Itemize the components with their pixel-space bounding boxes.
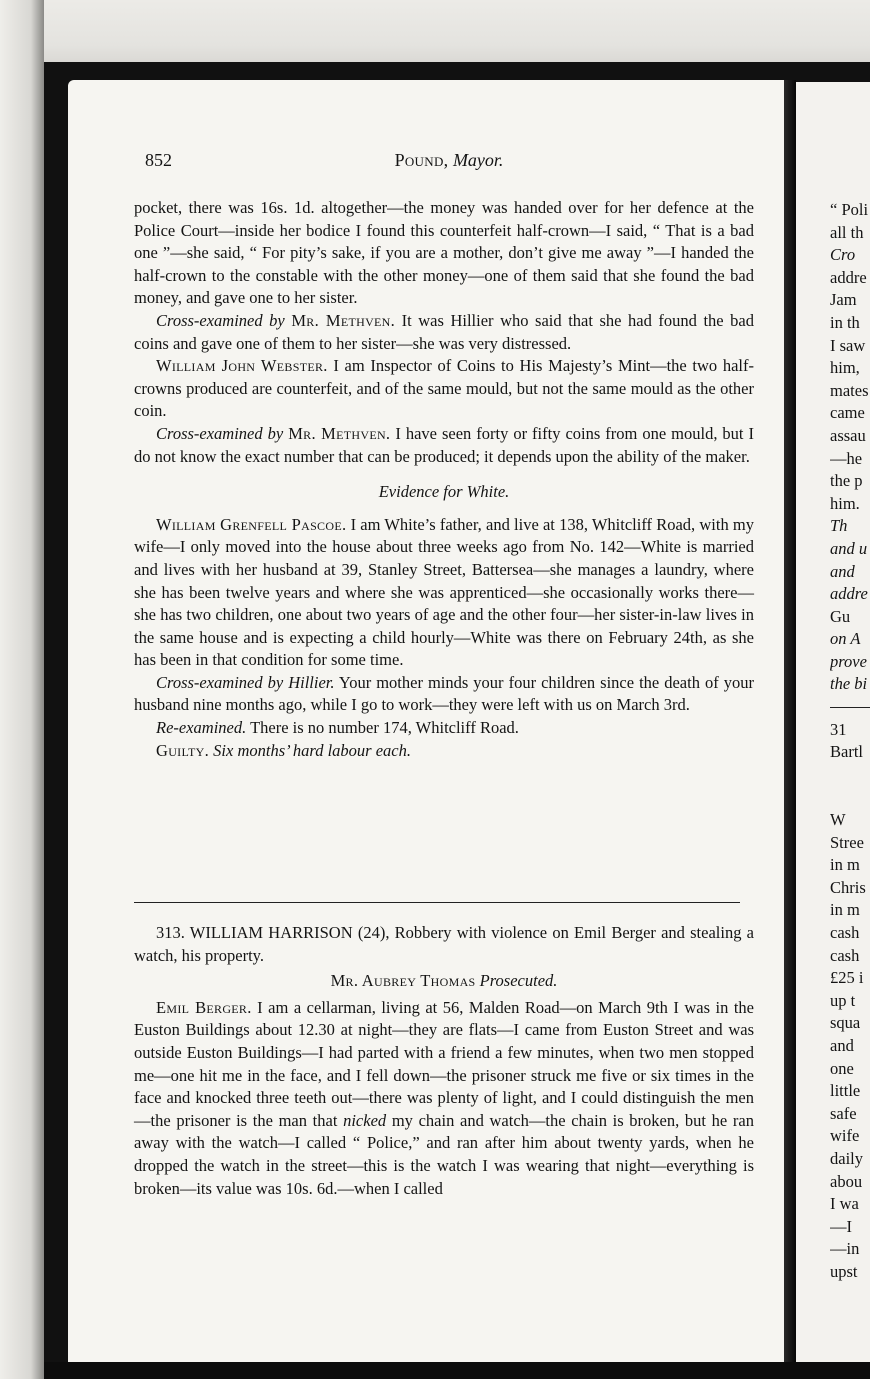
paragraph-cross-exam-2 (134, 423, 754, 468)
cross-exam-label: Cross-examined by (156, 310, 285, 330)
re-exam-label: Re-examined. (156, 718, 247, 738)
facing-page-line: came (830, 403, 865, 423)
case-heading (134, 922, 754, 967)
verdict: Guilty. (156, 740, 210, 760)
facing-page-line: —I (830, 1216, 852, 1236)
facing-page-line (830, 764, 870, 787)
facing-page-line: assau (830, 425, 866, 445)
facing-page-line: mates (830, 380, 869, 400)
defendant-name: WILLIAM HARRISON (189, 923, 353, 942)
facing-page-line (830, 786, 870, 809)
running-title-role: Mayor. (452, 150, 504, 170)
facing-page-line: up t (830, 990, 856, 1010)
paragraph-pascoe (134, 514, 754, 672)
facing-page-line: I saw (830, 335, 866, 355)
paragraph-text: I am a cellarman, living at 56, Malden Road—on March 9th I was in the Euston Buildings about 12.30 at night—they are flats—I came from Euston Street and was outside Euston Buildings—I had parted with a friend a few minutes, when two men stopped me—one hit me in the face, and I fell down—the prisoner struck me five or six times in the face and knocked three teeth out—there was plenty of light, and I could distinguish the men—the prisoner is the man that (134, 997, 755, 1130)
witness-name: William Grenfell Pascoe. (156, 514, 347, 534)
paragraph-pocket: pocket, there was 16s. 1d. altogether—the money was handed over for her defence at the Police Court—inside her bodice I found this counterfeit half-crown—I said, “ That is a bad one ”—she said, “ For pity’s sake, if you are a mother, don’t give me away ”—I handed the half-crown to the constable with the other money—one of them said that she found the bad money, and gave one to her sister. (134, 198, 754, 308)
paragraph-berger (134, 997, 754, 1200)
facing-page-line: in th (830, 312, 860, 332)
facing-page-line: in m (830, 855, 860, 875)
main-text-column (134, 197, 754, 762)
facing-page-line: upst (830, 1261, 858, 1281)
paragraph-text: my chain and watch—the chain is broken, but he ran away with the watch—I called “ Police,” and ran after him about twenty yards, when he dropped the watch in the street—this is the watch I was wearing that night—everything is broken—its value was 10s. 6d.—when I called (134, 1110, 754, 1198)
facing-page-line: —he (830, 448, 863, 468)
facing-page-line: and (830, 561, 855, 581)
scan-bottom-edge (44, 1362, 870, 1379)
facing-page-line: prove (830, 651, 867, 671)
paragraph-cross-exam-3 (134, 672, 754, 717)
cross-exam-label: Cross-examined by (156, 423, 284, 443)
facing-page-line: wife (830, 1126, 860, 1146)
facing-page-line (830, 696, 870, 719)
facing-page-line: squa (830, 1013, 861, 1033)
running-head (145, 150, 753, 174)
paragraph-text: Your mother minds your four children since the death of your husband nine months ago, while I go to work—they were left with us on March 3rd. (134, 672, 754, 715)
paragraph-cross-exam-1 (134, 310, 754, 355)
facing-page-line: £25 i (830, 968, 864, 988)
running-title-name: Pound, (394, 150, 449, 170)
facing-page-line: the bi (830, 674, 868, 694)
italic-word: nicked (343, 1110, 387, 1130)
paragraph-text: There is no number 174, Whitcliff Road. (246, 718, 519, 738)
facing-page-line: daily (830, 1148, 863, 1168)
witness-name: Emil Berger. (156, 997, 252, 1017)
facing-page-line: Th (830, 516, 848, 536)
counsel-name: Mr. Methven. (291, 310, 396, 330)
paragraph-text: I am Inspector of Coins to His Majesty’s Mint—the two half-crowns produced are counterfeit, and of the same mould, but not the same mould as the other coin. (134, 356, 754, 421)
facing-page-line: addre (830, 584, 868, 604)
facing-page-line: I wa (830, 1194, 859, 1214)
counsel-name: Mr. Methven. (288, 423, 391, 443)
facing-page-line: safe (830, 1103, 857, 1123)
facing-page-line: Cro (830, 245, 856, 265)
facing-page-line: the p (830, 471, 863, 491)
facing-page-line: Bartl (830, 742, 863, 762)
section-heading-evidence: Evidence for White. (378, 482, 510, 502)
case-divider-rule (134, 902, 740, 903)
facing-page-line: Stree (830, 832, 864, 852)
facing-page-line: him, (830, 358, 860, 378)
paragraph-text: I have seen forty or fifty coins from one mould, but I do not know the exact number that can be produced; it depends upon the ability of the maker. (134, 423, 754, 466)
counsel-line (134, 970, 754, 993)
book-gutter (784, 80, 796, 1379)
facing-page-line: 31 (830, 719, 847, 739)
sentence: Six months’ hard labour each. (213, 740, 411, 760)
witness-name: William John Webster. (156, 356, 328, 376)
facing-page-line: Gu (830, 606, 851, 626)
facing-page-line: abou (830, 1171, 863, 1191)
facing-page-text-fragments (830, 199, 870, 1284)
facing-page-line: on A (830, 629, 861, 649)
facing-page-line: one (830, 1058, 854, 1078)
charge-text: Robbery with violence on Emil Berger and stealing a watch, his property. (134, 923, 754, 965)
paragraph-verdict (134, 740, 754, 763)
facing-page-line: Chris (830, 877, 866, 897)
facing-page-line: him. (830, 493, 860, 513)
facing-page-line: and u (830, 538, 868, 558)
case-number: 313. (156, 923, 185, 942)
facing-page-line: addre (830, 267, 867, 287)
facing-page-line: and (830, 1035, 854, 1055)
facing-page-line: little (830, 1081, 861, 1101)
page-number: 852 (145, 150, 172, 170)
facing-page-line: Jam (830, 290, 857, 310)
scan-left-margin (0, 0, 44, 1379)
paragraph-re-examined (134, 717, 754, 740)
paragraph-webster (134, 355, 754, 423)
cross-exam-label: Cross-examined by Hillier. (156, 672, 335, 692)
counsel-name: Mr. Aubrey Thomas (330, 971, 476, 991)
facing-page-line: W (830, 810, 846, 830)
facing-page-line: cash (830, 945, 860, 965)
facing-page-line: in m (830, 900, 860, 920)
facing-page-line: cash (830, 923, 860, 942)
facing-page-line: —in (830, 1239, 860, 1259)
facing-page-line: “ Poli (830, 200, 869, 219)
counsel-role: Prosecuted. (479, 971, 558, 991)
paragraph-text: I am White’s father, and live at 138, Whitcliff Road, with my wife—I only moved into the house about three weeks ago from No. 142—White is married and lives with her husband at 39, Stanley Street, Battersea—she manages a laundry, where she has been twelve years and where she was apprenticed—she occasionally works there—she has two children, one about two years of age and the other four—her sister-in-law lives in the same house and is expecting a child hourly—White was there on February 24th, as she has been in that condition for some time. (134, 514, 754, 670)
facing-page-line: all th (830, 222, 864, 242)
case-313 (134, 922, 754, 1200)
paragraph-text: It was Hillier who said that she had found the bad coins and gave one of them to her sister—she was very distressed. (134, 310, 755, 353)
defendant-age: (24), (357, 923, 390, 942)
running-title (145, 150, 753, 171)
